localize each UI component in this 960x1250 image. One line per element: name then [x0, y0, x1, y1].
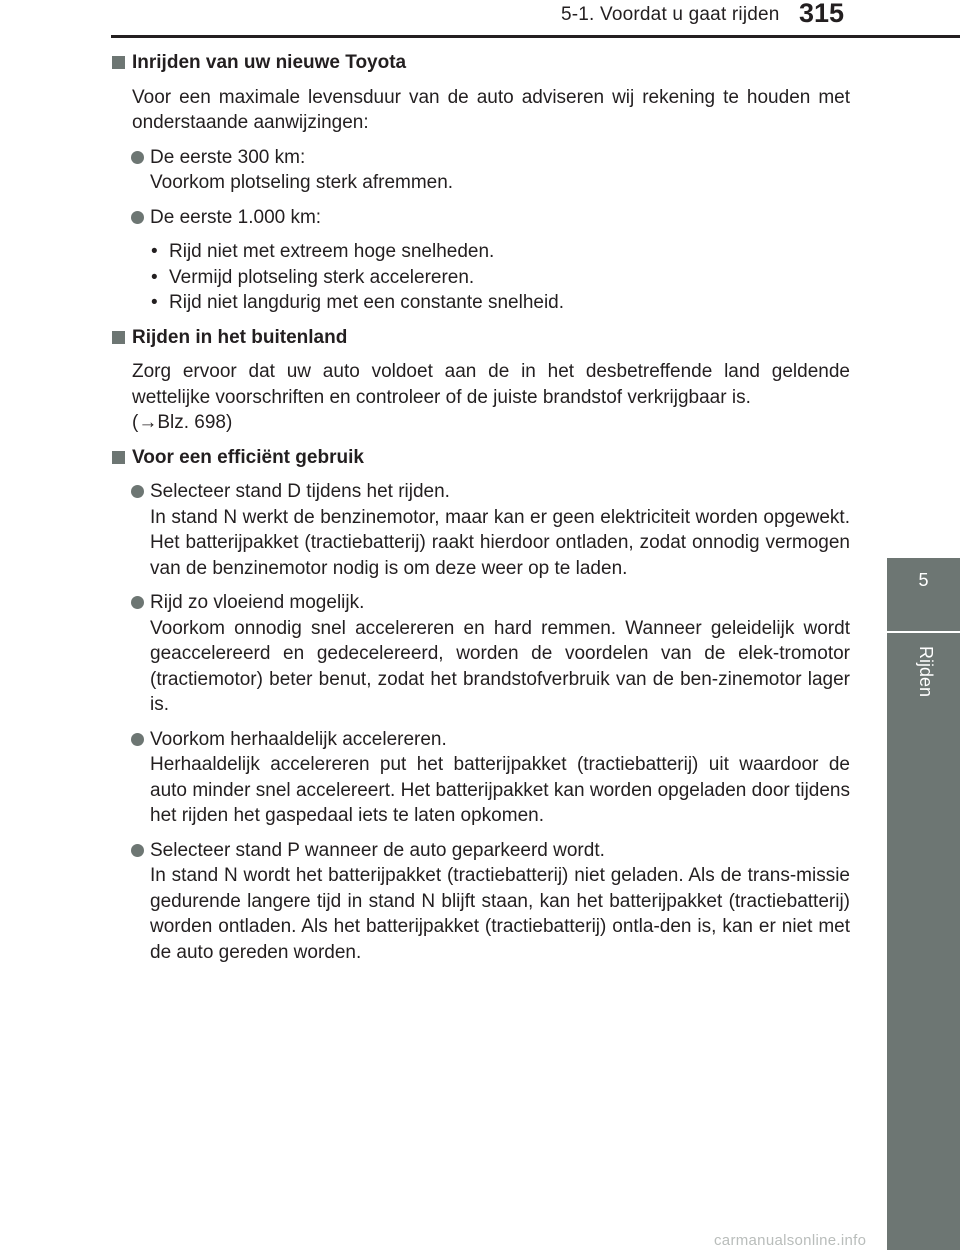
bullet-title: De eerste 1.000 km:	[150, 206, 322, 228]
square-bullet-icon	[112, 56, 125, 69]
watermark: carmanualsonline.info	[714, 1232, 867, 1249]
bullet-item	[111, 838, 850, 966]
section-heading	[111, 445, 850, 471]
bullet-title: Rijd zo vloeiend mogelijk.	[150, 592, 365, 613]
section-heading-text: Rijden in het buitenland	[132, 326, 348, 348]
bullet-title: De eerste 300 km:	[150, 146, 306, 168]
square-bullet-icon	[112, 331, 125, 344]
bullet-body: Herhaaldelijk accelereren put het batterijpakket (tractiebatterij) uit waardoor de auto minder snel accelereert. Het batterijpakket kan worden opgeladen door tijdens het rijden het gaspedaal iets te laten opkomen.	[150, 754, 850, 826]
page-reference: (→Blz. 698)	[132, 412, 233, 433]
bullet-body: In stand N werkt de benzinemotor, maar kan er geen elektriciteit worden opgewekt. Het batterijpakket (tractiebatterij) raakt hierdoor ontladen, zodat onnodig vermogen van de benzinemotor nodig is om deze weer op te laden.	[150, 506, 850, 579]
list-item-text: Rijd niet langdurig met een constante snelheid.	[169, 292, 565, 313]
bullet-item	[111, 145, 850, 196]
bullet-body: In stand N wordt het batterijpakket (tractiebatterij) niet geladen. Als de trans-missie gedurende langere tijd in stand N blijft staan, kan het batterijpakket (tractiebatterij) worden ontladen. Als het batterijpakket (tractiebatterij) ontla-den is, kan er niet met de auto gereden worden.	[150, 865, 850, 963]
round-bullet-icon	[131, 596, 144, 609]
bullet-title: Voorkom herhaaldelijk accelereren.	[150, 728, 447, 750]
bullet-item	[111, 205, 850, 231]
list-item-text: Rijd niet met extreem hoge snelheden.	[169, 241, 495, 262]
chapter-tab-number: 5	[918, 570, 929, 590]
section-heading	[111, 50, 850, 76]
chapter-tab	[887, 558, 960, 631]
dot-bullet-icon: •	[151, 241, 158, 262]
list-item-text: Vermijd plotseling sterk accelereren.	[169, 266, 475, 288]
dash-list	[111, 239, 850, 316]
bullet-item	[111, 590, 850, 718]
bullet-body: Voorkom onnodig snel accelereren en hard remmen. Wanneer geleidelijk wordt geaccelereerd en gedecelereerd, worden de voordelen van de elek-tromotor (tractiemotor) beter benut, zodat het brandstofverbruik van de ben-zinemotor lager is.	[150, 617, 850, 715]
page-content	[111, 48, 850, 974]
section-body-text: Zorg ervoor dat uw auto voldoet aan de in het desbetreffende land geldende wettelijke voorschriften en controleer of de juiste brandstof verkrijgbaar is.	[132, 361, 850, 408]
round-bullet-icon	[131, 733, 144, 746]
round-bullet-icon	[131, 151, 144, 164]
round-bullet-icon	[131, 211, 144, 224]
round-bullet-icon	[131, 844, 144, 857]
bullet-title: Selecteer stand P wanneer de auto geparkeerd wordt.	[150, 839, 605, 861]
dot-bullet-icon: •	[151, 292, 158, 313]
chapter-tab-strip	[887, 633, 960, 1250]
dot-bullet-icon: •	[151, 266, 158, 288]
list-item	[111, 265, 850, 291]
bullet-title: Selecteer stand D tijdens het rijden.	[150, 481, 450, 502]
chapter-tab-label: Rijden	[916, 646, 936, 698]
list-item	[111, 239, 850, 265]
bullet-item	[111, 727, 850, 829]
section-heading	[111, 325, 850, 351]
square-bullet-icon	[112, 451, 125, 464]
bullet-body: Voorkom plotseling sterk afremmen.	[150, 172, 454, 193]
section-heading-text: Voor een efficiënt gebruik	[132, 446, 364, 468]
header-section-title: 5-1. Voordat u gaat rijden	[561, 4, 780, 25]
header-rule	[111, 35, 960, 38]
round-bullet-icon	[131, 485, 144, 498]
page-number: 315	[799, 0, 845, 28]
section-heading-text: Inrijden van uw nieuwe Toyota	[132, 52, 407, 73]
section-intro: Voor een maximale levensduur van de auto adviseren wij rekening te houden met onderstaande aanwijzingen:	[132, 86, 850, 133]
section-body	[111, 359, 850, 436]
list-item	[111, 290, 850, 316]
bullet-item	[111, 479, 850, 581]
